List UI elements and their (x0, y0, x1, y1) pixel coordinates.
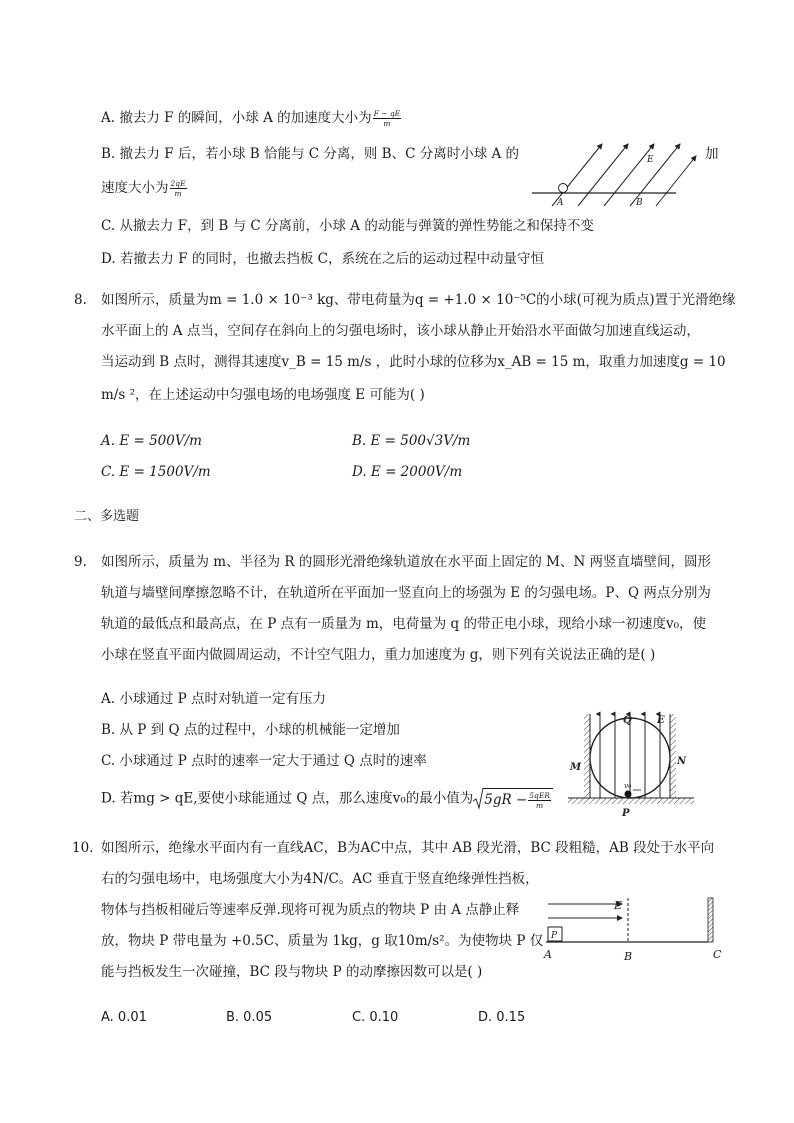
q9-option-a: A. 小球通过 P 点时对轨道一定有压力 (101, 691, 326, 707)
q9-label-m: M (570, 762, 582, 773)
q9-wall-m (584, 714, 590, 798)
q8-option-a: A. E = 500V/m (101, 433, 202, 449)
section-multiple-choice-heading: 二、多选题 (74, 509, 140, 524)
q7-figure (528, 140, 698, 210)
q10-label-b: B (624, 950, 633, 963)
q7-field-line (578, 144, 628, 206)
q10-stem-line2: 右的匀强电场中，电场强度大小为4N/C。AC 垂直于竖直绝缘弹性挡板， (101, 871, 539, 887)
q8-number: 8. (74, 292, 87, 308)
q9-label-p: P (622, 808, 630, 819)
q10-stem-line1: 如图所示，绝缘水平面内有一直线AC，B为AC中点，其中 AB 段光滑，BC 段粗糙，AB 段处于水平向 (101, 840, 715, 856)
q7-label-b: B (636, 198, 643, 208)
q8-option-c: C. E = 1500V/m (101, 464, 211, 480)
q9-option-d: D. 若mg > qE,要使小球能通过 Q 点，那么速度v₀的最小值为 5gR − $\frac{\text{5qER}}{m}$ (101, 788, 553, 810)
q10-label-a: A (544, 948, 552, 961)
q9-option-c: C. 小球通过 P 点时的速率一定大于通过 Q 点时的速率 (101, 753, 427, 769)
q7-option-c: C. 从撤去力 F，到 B 与 C 分离前，小球 A 的动能与弹簧的弹性势能之和保持不变 (101, 218, 594, 234)
q9-label-n: N (677, 756, 687, 767)
q9-label-v0: v₀ (624, 781, 632, 790)
q7-field-line (630, 144, 680, 206)
q10-stem-line4: 放，物块 P 带电量为 +0.5C、质量为 1kg，g 取10m/s²。为使物块 P 仅 (101, 933, 544, 949)
q8-stem-line3: 当运动到 B 点时，测得其速度v_B = 15 m/s ，此时小球的位移为x_AB = 15 m，取重力加速度g = 10 (101, 354, 726, 370)
q9-wall-n (670, 714, 676, 798)
q7-b-fraction: $\frac{2qE}{m}$ (170, 179, 186, 198)
q9-stem-line2: 轨道与墙壁间摩擦忽略不计，在轨道所在平面加一竖直向上的场强为 E 的匀强电场。P、Q 两点分别为 (101, 585, 711, 601)
q9-ground (568, 798, 694, 804)
q10-option-d: D. 0.15 (478, 1010, 526, 1025)
q8-stem-line1: 如图所示，质量为m = 1.0 × 10⁻³ kg、带电荷量为q = +1.0 × 10⁻⁵C的小球(可视为质点)置于光滑绝缘 (101, 292, 736, 308)
q10-figure (542, 894, 724, 968)
q9-option-b: B. 从 P 到 Q 点的过程中，小球的机械能一定增加 (101, 722, 400, 738)
q10-number: 10. (72, 840, 94, 856)
q7-a-fraction: $\frac{F - qE}{m}$ (373, 109, 401, 128)
q9-stem-line1: 如图所示，质量为 m、半径为 R 的圆形光滑绝缘轨道放在水平面上固定的 M、N 两竖直墙壁间，圆形 (101, 554, 712, 570)
q8-stem-line4: m/s ²，在上述运动中匀强电场的电场强度 E 可能为( ) (101, 387, 425, 403)
q10-option-c: C. 0.10 (352, 1010, 399, 1025)
q8-option-d: D. E = 2000V/m (352, 464, 463, 480)
q8-option-b: B. E = 500√3V/m (352, 433, 471, 449)
q10-stem-line5: 能与挡板发生一次碰撞，BC 段与物块 P 的动摩擦因数可以是( ) (101, 964, 483, 980)
q9-figure (566, 708, 696, 820)
q9-d-fraction: $\frac{\text{5qER}}{m}$ (529, 791, 550, 810)
q9-ball (625, 791, 632, 798)
q9-label-e: E (657, 715, 665, 726)
q8-stem-line2: 水平面上的 A 点当，空间存在斜向上的匀强电场时，该小球从静止开始沿水平面做匀加速直线运动， (101, 323, 700, 339)
q7-field-line (656, 156, 696, 206)
q10-option-b: B. 0.05 (226, 1010, 273, 1025)
q7-option-d: D. 若撤去力 F 的同时，也撤去挡板 C，系统在之后的运动过程中动量守恒 (101, 251, 544, 267)
q10-label-c: C (713, 948, 722, 961)
q9-label-q: Q (623, 715, 632, 726)
q9-number: 9. (74, 554, 87, 570)
q7-field-line (552, 144, 602, 206)
q9-d-sqrt: 5gR − $\frac{\text{5qER}}{m}$ (473, 788, 553, 810)
q7-option-a: A. 撤去力 F 的瞬间，小球 A 的加速度大小为 $\frac{F - qE}{m}$ (101, 109, 401, 128)
q9-stem-line3: 轨道的最低点和最高点，在 P 点有一质量为 m，电荷量为 q 的带正电小球，现给小球一初速度v₀，使 (101, 616, 707, 632)
q7-label-a: A (557, 198, 564, 208)
q7-ball-a (559, 184, 568, 193)
q10-stem-line3: 物体与挡板相碰后等速率反弹.现将可视为质点的物块 P 由 A 点静止释 (101, 902, 520, 918)
q10-label-p: P (551, 931, 558, 941)
q7-option-b-cont: 速度大小为 $\frac{2qE}{m}$ (101, 179, 186, 198)
q7-label-e: E (647, 155, 654, 165)
q7-option-b: B. 撤去力 F 后，若小球 B 恰能与 C 分离，则 B、C 分离时小球 A 的 (101, 146, 520, 162)
q10-option-a: A. 0.01 (101, 1010, 147, 1025)
q9-stem-line4: 小球在竖直平面内做圆周运动，不计空气阻力，重力加速度为 g，则下列有关说法正确的是( ) (101, 647, 656, 663)
q7-option-b-tail: 加 (705, 146, 719, 162)
q10-label-e: E (614, 899, 623, 912)
q10-barrier (708, 898, 713, 942)
q7-field-line (604, 144, 654, 206)
